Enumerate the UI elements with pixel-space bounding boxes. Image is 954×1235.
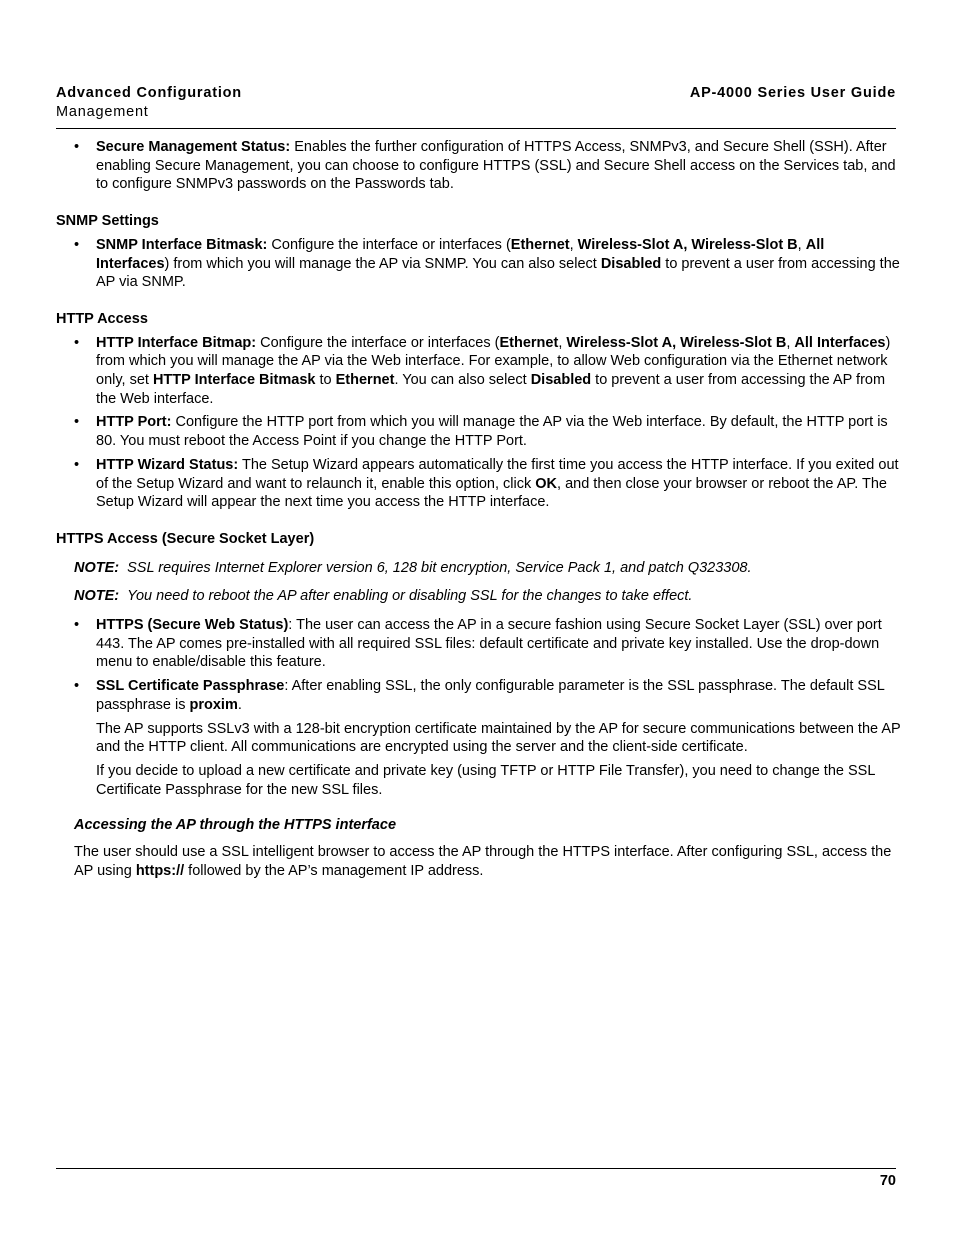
bullet-continuation-upload-certificate: If you decide to upload a new certificate and private key (using TFTP or HTTP File Transfer), you need to change the SSL Certificate Passphrase for the new SSL files. bbox=[96, 762, 875, 798]
term: HTTP Wizard Status: bbox=[96, 456, 239, 473]
bullet-marker: • bbox=[74, 456, 80, 473]
bullet-marker: • bbox=[74, 414, 80, 431]
term: HTTPS (Secure Web Status) bbox=[96, 617, 289, 634]
bullet-text: HTTP Wizard Status: The Setup Wizard appears automatically the first time you access the HTTP interface. If you exited out of the Setup Wizard and want to relaunch it, enable this option, click OK, and then close your browser or reboot the AP. The Setup Wizard will appear the next time you access the HTTP interface. bbox=[96, 456, 899, 511]
heading-snmp-settings: SNMP Settings bbox=[56, 213, 159, 230]
bullet-text: HTTP Interface Bitmap: Configure the interface or interfaces (Ethernet, Wireless-Slot A, Wireless-Slot B, All Interfaces) from which you will manage the AP via the Web interface. For example, to allow Web configuration via the Ethernet network only, set HTTP Interface Bitmask to Ethernet. You can also select Disabled to prevent a user from accessing the AP from the Web interface. bbox=[96, 334, 891, 407]
bullet-text: SNMP Interface Bitmask: Configure the interface or interfaces (Ethernet, Wireless-Slot A, Wireless-Slot B, All Interfaces) from which you will manage the AP via SNMP. You can also select Disabled to prevent a user from accessing the AP via SNMP. bbox=[96, 236, 900, 291]
page-content bbox=[56, 138, 901, 881]
page-footer bbox=[56, 1168, 896, 1189]
header-guide-title: AP-4000 Series User Guide bbox=[689, 85, 896, 101]
bullet-snmp-interface-bitmask bbox=[56, 236, 901, 292]
heading-http-access: HTTP Access bbox=[56, 310, 148, 327]
bullet-marker: • bbox=[74, 678, 80, 695]
https-bullet-list bbox=[56, 616, 901, 799]
term: HTTP Interface Bitmap: bbox=[96, 334, 257, 351]
term: Secure Management Status: bbox=[96, 139, 291, 155]
term: SSL Certificate Passphrase bbox=[96, 678, 285, 695]
bullet-text: HTTPS (Secure Web Status): The user can access the AP in a secure fashion using Secure Socket Layer (SSL) over port 443. The AP comes pre-installed with all required SSL files: default certificate and private key installed. Use the drop-down menu to enable/disable this feature. bbox=[96, 617, 882, 671]
bullet-continuation-sslv3: The AP supports SSLv3 with a 128-bit encryption certificate maintained by the AP for secure communications between the AP and the HTTP client. All communications are encrypted using the server and the client-side certificate. bbox=[96, 720, 901, 756]
term: HTTP Port: bbox=[96, 414, 172, 431]
paragraph-https-access: The user should use a SSL intelligent browser to access the AP through the HTTPS interface. After configuring SSL, access the AP using https:// followed by the AP’s management IP address. bbox=[74, 844, 892, 879]
heading-https-access: HTTPS Access (Secure Socket Layer) bbox=[56, 530, 315, 547]
bullet-ssl-certificate-passphrase bbox=[56, 677, 901, 799]
term: SNMP Interface Bitmask: bbox=[96, 236, 268, 253]
bullet-https-secure-web-status bbox=[56, 616, 901, 672]
bullet-text: SSL Certificate Passphrase: After enabling SSL, the only configurable parameter is the SSL passphrase. The default SSL passphrase is proxim. bbox=[96, 678, 885, 713]
page-header bbox=[56, 85, 896, 129]
note-reboot-ssl: NOTE: You need to reboot the AP after enabling or disabling SSL for the changes to take effect. bbox=[74, 588, 693, 605]
note-label: NOTE: bbox=[74, 588, 120, 605]
header-subsection-title: Management bbox=[56, 104, 149, 120]
bullet-marker: • bbox=[74, 617, 80, 634]
subheading-accessing-https: Accessing the AP through the HTTPS interface bbox=[74, 817, 397, 834]
bullet-marker: • bbox=[74, 236, 80, 253]
bullet-http-port bbox=[56, 413, 901, 450]
header-section-title: Advanced Configuration bbox=[56, 85, 242, 101]
note-ssl-requirements: NOTE: SSL requires Internet Explorer version 6, 128 bit encryption, Service Pack 1, and patch Q323308. bbox=[74, 559, 752, 576]
bullet-text: Secure Management Status: Enables the further configuration of HTTPS Access, SNMPv3, and Secure Shell (SSH). After enabling Secure Management, you can choose to configure HTTPS (SSL) and Secure Shell access on the Services tab, and to configure SNMPv3 passwords on the Passwords tab. bbox=[96, 139, 896, 193]
page-number: 70 bbox=[879, 1173, 896, 1189]
bullet-marker: • bbox=[74, 139, 80, 155]
bullet-text: HTTP Port: Configure the HTTP port from which you will manage the AP via the Web interface. By default, the HTTP port is 80. You must reboot the Access Point if you change the HTTP Port. bbox=[96, 414, 888, 450]
bullet-http-interface-bitmap bbox=[56, 334, 901, 409]
bullet-secure-management-status bbox=[56, 138, 901, 194]
bullet-marker: • bbox=[74, 334, 80, 351]
bullet-http-wizard-status bbox=[56, 456, 901, 512]
note-label: NOTE: bbox=[74, 559, 120, 576]
